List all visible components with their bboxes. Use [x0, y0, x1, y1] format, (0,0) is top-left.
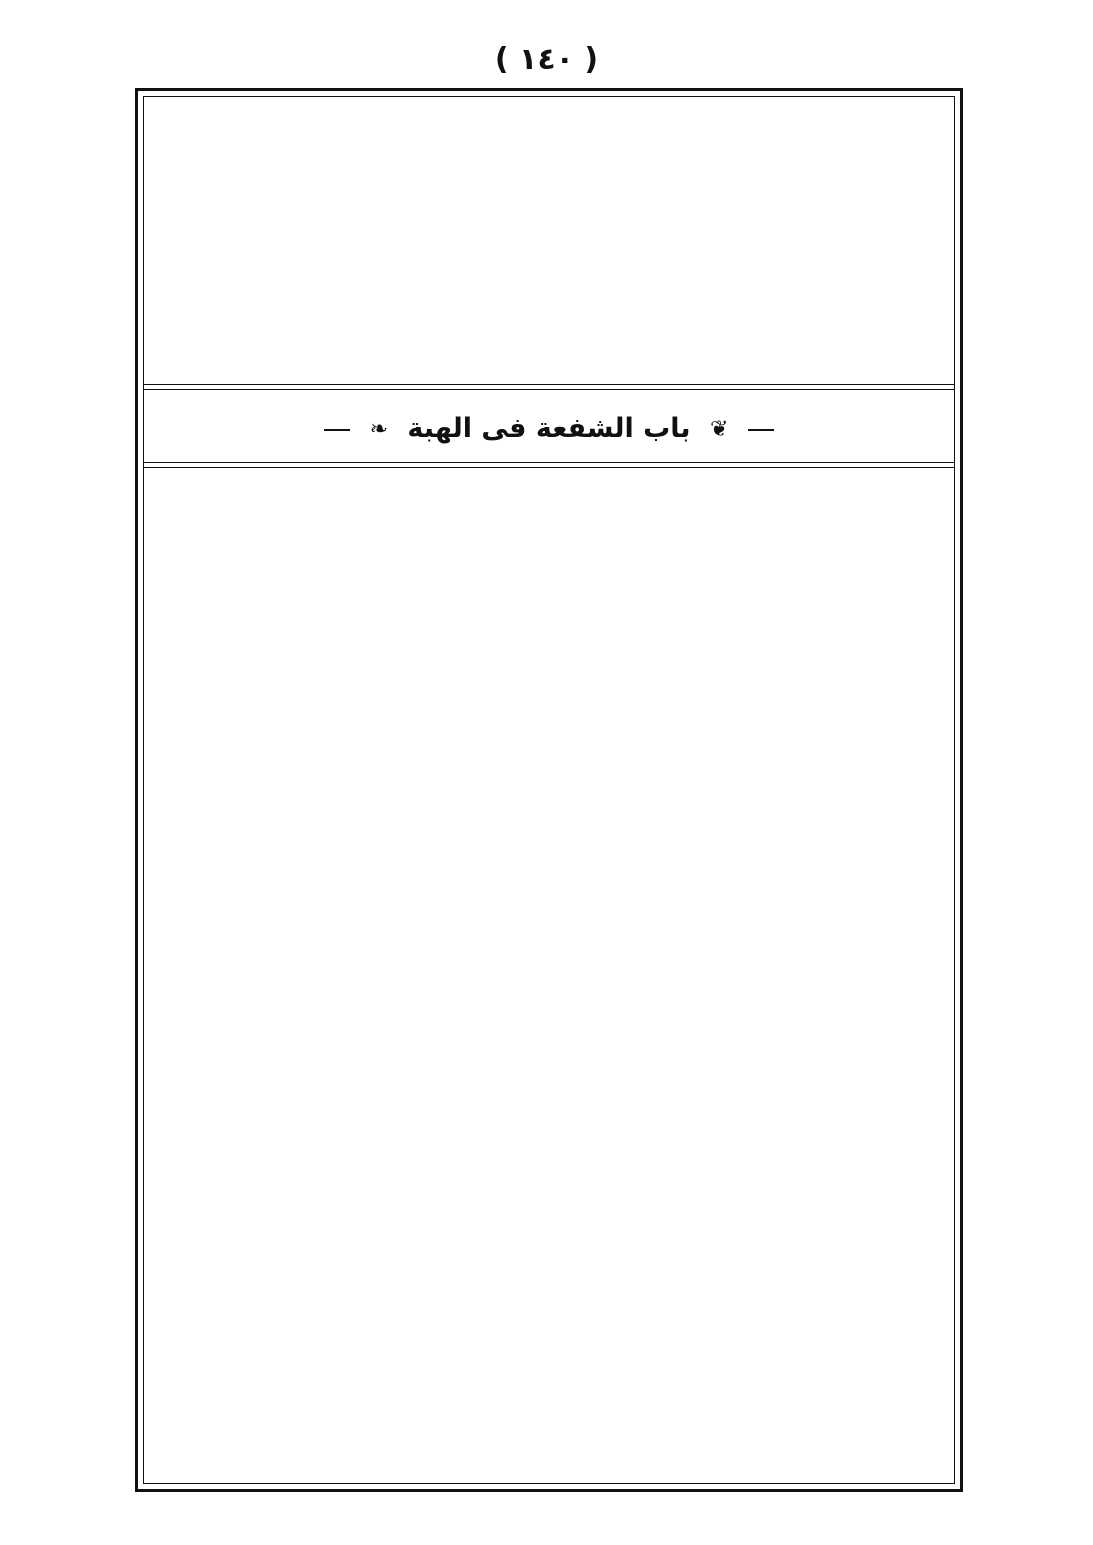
main-paragraph	[150, 480, 948, 1480]
ornament-right-icon: ❦	[709, 416, 729, 442]
divider-rule	[143, 467, 955, 468]
page-number: ( ١٤٠ )	[494, 42, 599, 77]
divider-rule	[143, 389, 955, 390]
section-title: باب الشفعة فى الهبة	[407, 413, 691, 444]
divider-rule	[143, 384, 955, 385]
section-heading	[143, 404, 955, 454]
divider-rule	[143, 462, 955, 463]
ornament-dash	[748, 429, 774, 431]
ornament-left-icon: ❧	[369, 416, 389, 442]
top-paragraph	[150, 106, 948, 386]
ornament-dash	[324, 429, 350, 431]
